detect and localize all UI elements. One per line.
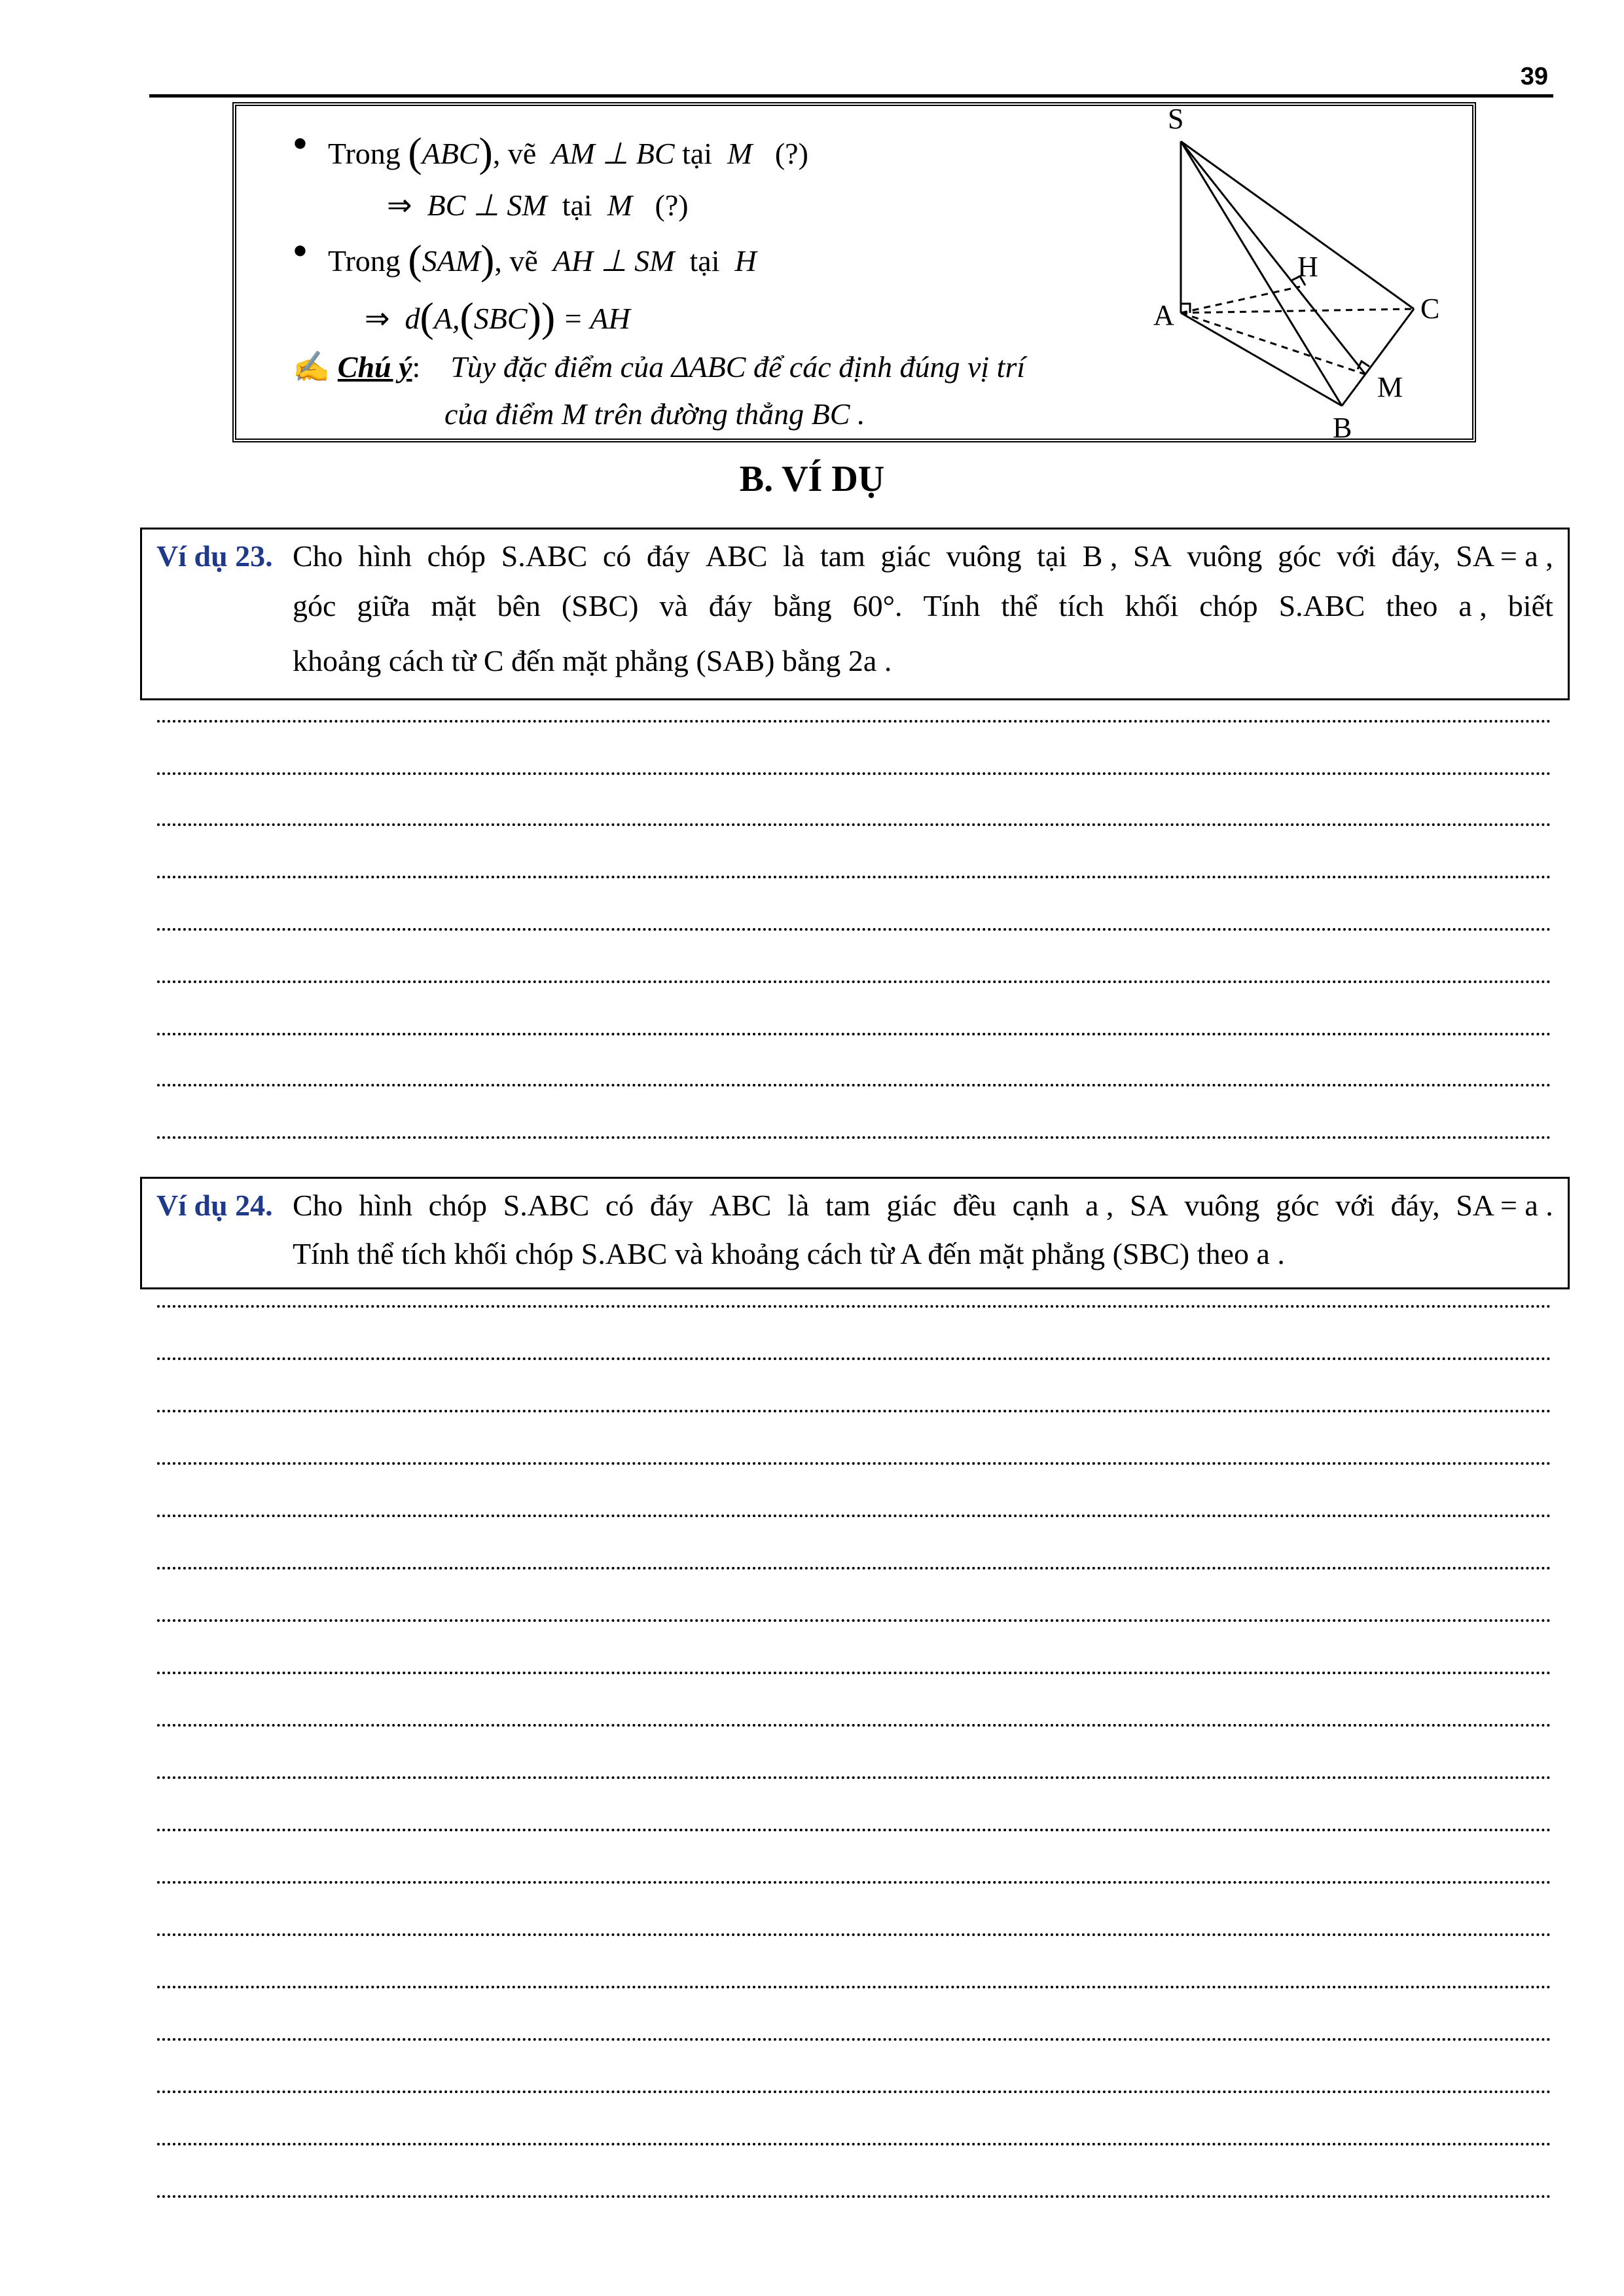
word: đáy — [708, 589, 753, 622]
word: đáy — [649, 1189, 694, 1222]
word: chóp — [427, 539, 486, 573]
edge-SM — [1181, 141, 1365, 374]
answer-line — [157, 980, 1551, 983]
answer-line — [157, 1084, 1551, 1086]
hand-writing-icon: ✍ — [293, 350, 331, 384]
answer-line — [157, 2195, 1551, 2198]
word: đáy — [646, 539, 691, 573]
word: là — [787, 1189, 810, 1222]
answer-line — [157, 772, 1551, 775]
pyramid-figure — [1139, 105, 1479, 445]
word: ABC — [709, 1189, 772, 1222]
word: ABC — [705, 539, 768, 573]
method-note: ✍ Chú ý: Tùy đặc điểm của ΔABC để các định đúng vị trí — [293, 350, 1026, 384]
word: (SBC) — [561, 589, 639, 622]
answer-line — [157, 928, 1551, 931]
answer-line — [157, 1881, 1551, 1884]
edge-AC — [1181, 309, 1414, 313]
word: chóp — [1199, 589, 1258, 622]
word: hình — [358, 539, 412, 573]
answer-line — [157, 1776, 1551, 1779]
label-M: M — [1377, 371, 1403, 403]
answer-line — [157, 1933, 1551, 1936]
answer-line — [157, 1410, 1551, 1412]
word: có — [602, 539, 632, 573]
word: thể — [1001, 589, 1038, 622]
answer-line — [157, 1357, 1551, 1360]
answer-line — [157, 1033, 1551, 1035]
answer-line — [157, 876, 1551, 878]
word: giác — [886, 1189, 937, 1222]
word: vuông — [1184, 1189, 1260, 1222]
bullet-icon: ● — [293, 129, 308, 156]
bullet-icon: ● — [293, 236, 308, 264]
word: là — [783, 539, 805, 573]
word: tích — [1058, 589, 1104, 622]
word: cạnh — [1012, 1189, 1070, 1222]
answer-line — [157, 1986, 1551, 1988]
example-23-line-3: khoảng cách từ C đến mặt phẳng (SAB) bằng 2a . — [293, 644, 892, 677]
word: B , — [1082, 539, 1118, 573]
example-label: Ví dụ 24. — [156, 1189, 273, 1222]
word: khối — [1125, 589, 1179, 622]
example-23-line-1 — [293, 539, 1553, 573]
label-S: S — [1168, 105, 1184, 135]
word: góc — [1277, 539, 1322, 573]
edge-SC — [1181, 141, 1414, 309]
word: Tính — [923, 589, 981, 622]
word: và — [659, 589, 688, 622]
word: S.ABC — [503, 1189, 590, 1222]
word: với — [1335, 1189, 1375, 1222]
word: có — [605, 1189, 634, 1222]
answer-line — [157, 823, 1551, 826]
answer-line — [157, 1619, 1551, 1622]
answer-line — [157, 2143, 1551, 2145]
answer-line — [157, 1136, 1551, 1139]
word: đáy, — [1390, 1189, 1440, 1222]
word: giác — [880, 539, 931, 573]
word: SA = a . — [1456, 1189, 1553, 1222]
example-23-box — [140, 528, 1570, 700]
word: 60°. — [852, 589, 903, 622]
method-line-4: ⇒ d(A,(SBC)) = AH — [365, 294, 630, 340]
label-B: B — [1333, 412, 1352, 444]
word: vuông — [946, 539, 1022, 573]
example-24-box — [140, 1177, 1570, 1289]
word: vuông — [1187, 539, 1263, 573]
label-H: H — [1297, 251, 1318, 283]
word: SA = a , — [1456, 539, 1553, 573]
method-line-2: ⇒ BC ⊥ SM tại M (?) — [387, 188, 689, 222]
word: Cho — [293, 539, 343, 573]
word: SA — [1133, 539, 1172, 573]
word: S.ABC — [501, 539, 588, 573]
label-A: A — [1153, 299, 1174, 331]
word: góc — [1275, 1189, 1320, 1222]
word: a , — [1458, 589, 1487, 622]
word: với — [1336, 539, 1377, 573]
word: tam — [825, 1189, 871, 1222]
word: a , — [1085, 1189, 1114, 1222]
method-line-1: ● Trong (ABC), vẽ AM ⊥ BC tại M (?) — [293, 129, 808, 175]
word: S.ABC — [1278, 589, 1365, 622]
word: theo — [1386, 589, 1438, 622]
answer-line — [157, 720, 1551, 723]
word: Cho — [293, 1189, 343, 1222]
method-line-3: ● Trong (SAM), vẽ AH ⊥ SM tại H — [293, 236, 757, 283]
word: tại — [1037, 539, 1068, 573]
word: SA — [1130, 1189, 1168, 1222]
word: bằng — [773, 589, 832, 622]
example-24-line-2: Tính thể tích khối chóp S.ABC và khoảng cách từ A đến mặt phẳng (SBC) theo a . — [293, 1237, 1285, 1270]
example-label: Ví dụ 23. — [156, 539, 273, 573]
word: biết — [1507, 589, 1553, 622]
section-title: B. VÍ DỤ — [739, 459, 885, 499]
word: mặt — [431, 589, 477, 622]
answer-line — [157, 1829, 1551, 1831]
page-number: 39 — [1520, 63, 1548, 90]
header-rule — [149, 94, 1553, 98]
word: hình — [359, 1189, 413, 1222]
answer-line — [157, 1567, 1551, 1570]
example-23-line-2 — [293, 588, 1553, 623]
answer-line — [157, 1462, 1551, 1465]
word: đáy, — [1391, 539, 1441, 573]
answer-line — [157, 2038, 1551, 2041]
label-C: C — [1420, 293, 1440, 325]
answer-line — [157, 1305, 1551, 1308]
answer-line — [157, 1515, 1551, 1517]
example-24-line-1 — [293, 1188, 1553, 1223]
answer-line — [157, 1724, 1551, 1727]
answer-line — [157, 2090, 1551, 2093]
word: bên — [497, 589, 541, 622]
method-note-cont: của điểm M trên đường thẳng BC . — [444, 397, 865, 431]
word: chóp — [428, 1189, 488, 1222]
word: giữa — [357, 589, 410, 622]
word: góc — [293, 589, 336, 622]
answer-line — [157, 1672, 1551, 1674]
word: tam — [820, 539, 865, 573]
word: đều — [952, 1189, 997, 1222]
